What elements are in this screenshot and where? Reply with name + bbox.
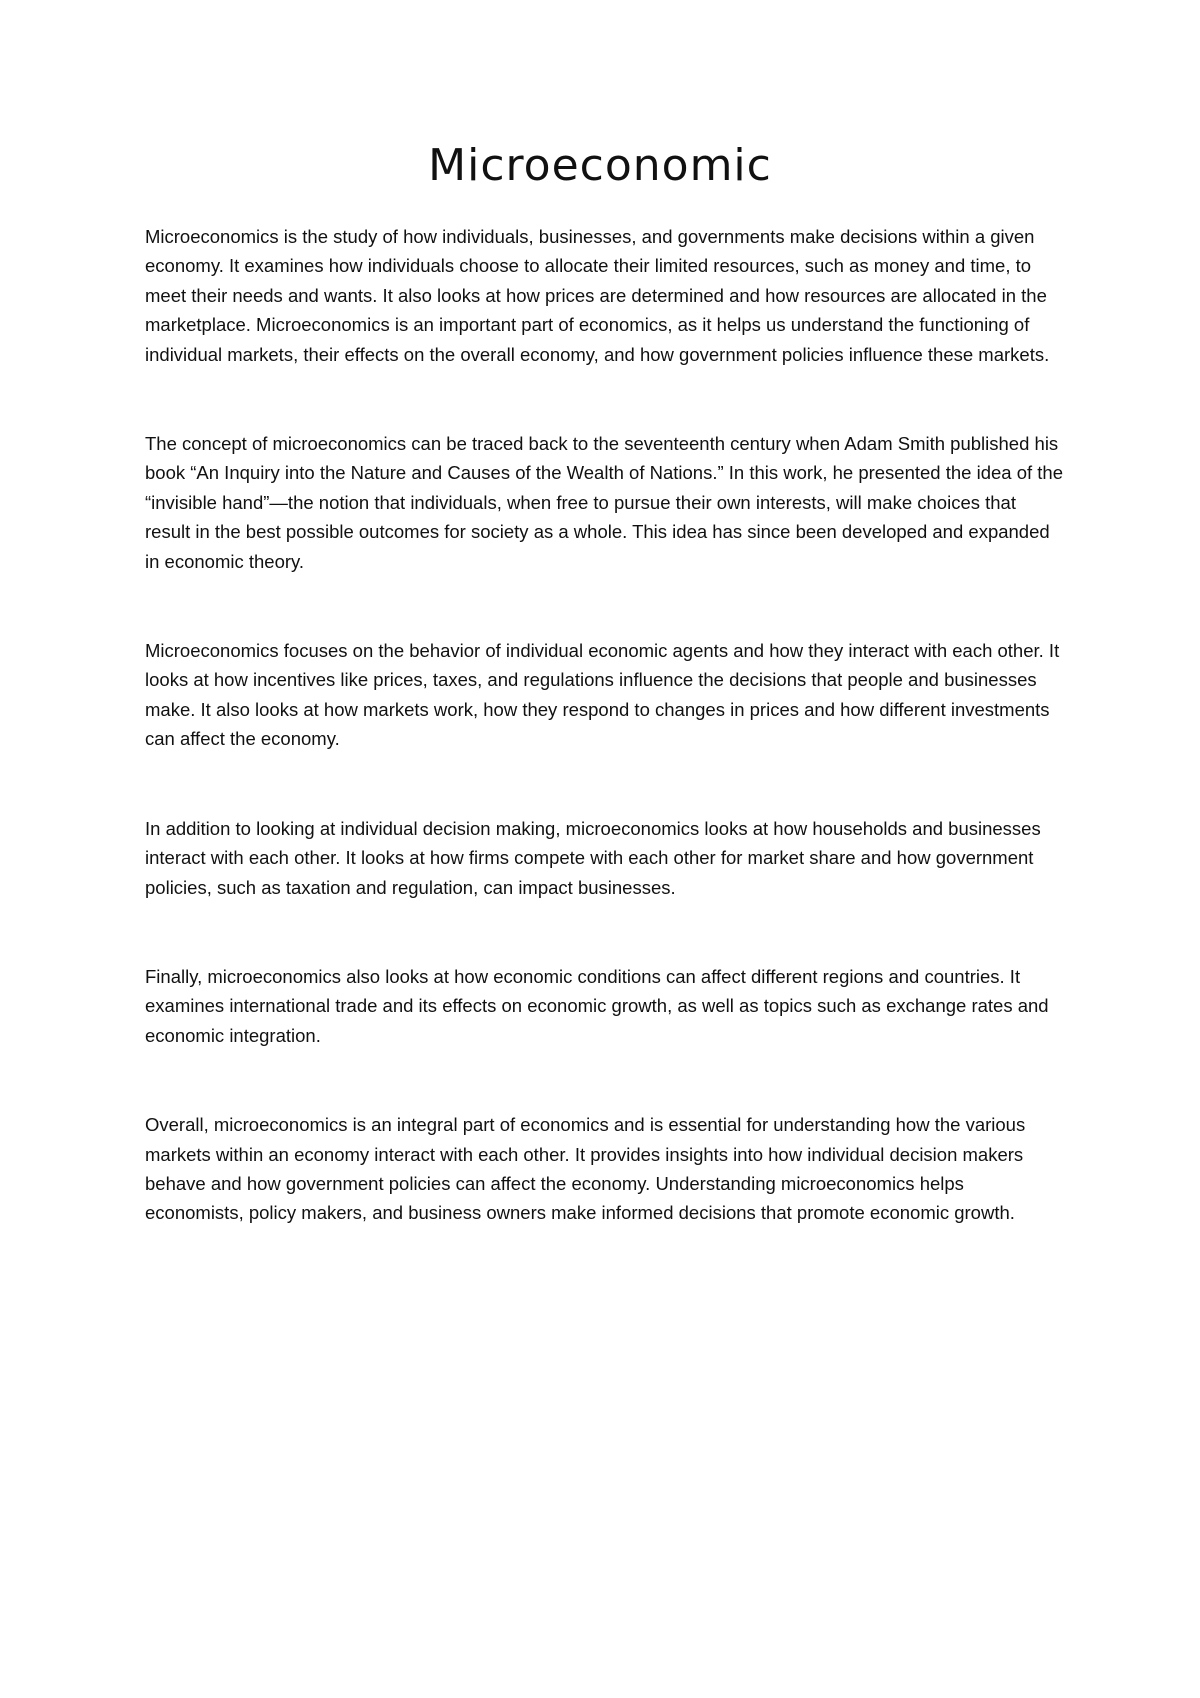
page-title: Microeconomic [428,140,772,191]
paragraph-6: Overall, microeconomics is an integral part of economics and is essential for understanding how the various markets within an economy interact with each other. It provides insights into how individual decision makers behave and how government policies can affect the economy. Understanding microeconomics helps economists, policy makers, and business owners make informed decisions that promote economic growth. [145,1114,1026,1224]
document-body [145,222,1065,1288]
paragraph-5: Finally, microeconomics also looks at how economic conditions can affect different regions and countries. It examines international trade and its effects on economic growth, as well as topics such as exchange rates and economic integration. [145,965,1049,1046]
paragraph-1: Microeconomics is the study of how individuals, businesses, and governments make decisions within a given economy. It examines how individuals choose to allocate their limited resources, such as money and time, to meet their needs and wants. It also looks at how prices are determined and how resources are allocated in the marketplace. Microeconomics is an important part of economics, as it helps us understand the functioning of individual markets, their effects on the overall economy, and how government policies influence these markets. [145,226,1050,365]
paragraph-3: Microeconomics focuses on the behavior of individual economic agents and how they interact with each other. It looks at how incentives like prices, taxes, and regulations influence the decisions that people and businesses make. It also looks at how markets work, how they respond to changes in prices and how different investments can affect the economy. [145,640,1060,750]
paragraph-4: In addition to looking at individual decision making, microeconomics looks at how households and businesses interact with each other. It looks at how firms compete with each other for market share and how government policies, such as taxation and regulation, can impact businesses. [145,817,1041,898]
paragraph-2: The concept of microeconomics can be traced back to the seventeenth century when Adam Smith published his book “An Inquiry into the Nature and Causes of the Wealth of Nations.” In this work, he presented the idea of the “invisible hand”—the notion that individuals, when free to pursue their own interests, will make choices that result in the best possible outcomes for society as a whole. This idea has since been developed and expanded in economic theory. [145,433,1063,572]
